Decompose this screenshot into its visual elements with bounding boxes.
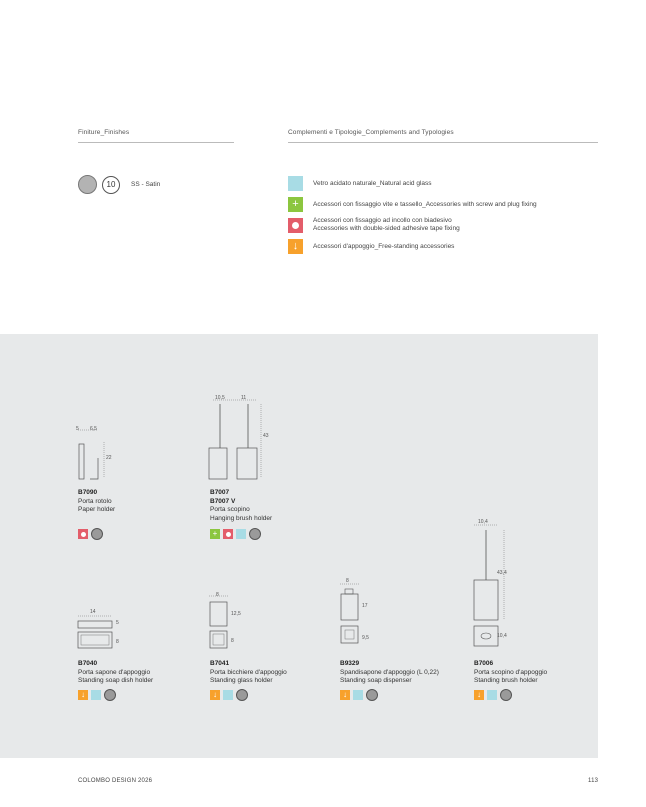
legend-label: Accessori con fissaggio vite e tassello_Accessories with screw and plug fixing (313, 201, 537, 208)
satin-swatch (78, 175, 97, 194)
product-code: B7040 (78, 660, 98, 667)
dim-label: 5 (116, 620, 119, 626)
product-icons (210, 528, 261, 540)
legend-row-glass (288, 176, 432, 191)
complements-rule (288, 142, 598, 143)
free-standing-icon: ↓ (340, 690, 350, 700)
finish-item (78, 175, 160, 194)
free-standing-icon: ↓ (78, 690, 88, 700)
product-info (210, 660, 287, 686)
glass-square-icon (353, 690, 363, 700)
product-icons (474, 689, 512, 701)
glass-square-icon (288, 176, 303, 191)
product-code-variant: B7007 V (210, 497, 236, 505)
dim-label: 8 (231, 638, 234, 644)
page-number: 113 (588, 778, 599, 784)
dim-label: 43,4 (497, 570, 507, 576)
glass-square-icon (236, 529, 246, 539)
product-name-it: Porta bicchiere d'appoggio (210, 668, 287, 676)
free-standing-icon: ↓ (288, 239, 303, 254)
satin-finish-icon (236, 689, 248, 701)
legend-row-screw (288, 197, 537, 212)
dim-label: 6,5 (90, 426, 97, 432)
legend-label: Accessori d'appoggio_Free-standing accessories (313, 243, 455, 250)
product-code: B9329 (340, 660, 360, 667)
glass-square-icon (91, 690, 101, 700)
satin-finish-icon (500, 689, 512, 701)
free-standing-icon: ↓ (210, 690, 220, 700)
standing-brush-holder-drawing (468, 520, 508, 650)
product-icons (78, 528, 103, 540)
product-name-it: Porta scopino (210, 506, 250, 513)
product-name-it: Porta sapone d'appoggio (78, 668, 151, 676)
product-name-en: Standing glass holder (210, 677, 273, 684)
dim-label: 8 (216, 592, 219, 598)
satin-finish-icon (249, 528, 261, 540)
product-name-en: Hanging brush holder (210, 514, 273, 522)
dim-label: 8 (116, 639, 119, 645)
legend-label: Accessories with double-sided adhesive tape fixing (313, 225, 460, 232)
dim-label: 11 (241, 395, 247, 401)
adhesive-icon (223, 529, 233, 539)
satin-finish-icon (104, 689, 116, 701)
product-name-en: Standing soap dish holder (78, 677, 154, 684)
glass-square-icon (223, 690, 233, 700)
dim-label: 10,4 (497, 633, 507, 639)
product-name-en: Standing soap dispenser (340, 677, 412, 684)
product-code: B7041 (210, 660, 230, 667)
satin-finish-icon (366, 689, 378, 701)
product-name-en: Paper holder (78, 506, 116, 513)
dim-label: 10,4 (478, 519, 488, 525)
finish-label: SS - Satin (131, 181, 161, 188)
product-icons (210, 689, 248, 701)
soap-dish-drawing (76, 612, 126, 652)
screw-plug-icon: + (288, 197, 303, 212)
hanging-brush-holder-drawing (205, 398, 265, 484)
product-code: B7090 (78, 489, 98, 496)
product-info (340, 660, 439, 686)
product-info (78, 660, 153, 686)
finishes-header: Finiture_Finishes (78, 129, 130, 136)
complements-header: Complementi e Tipologie_Complements and Typologies (288, 129, 454, 136)
product-name-it: Porta scopino d'appoggio (474, 668, 548, 676)
product-code: B7007 (210, 489, 230, 496)
product-info (210, 489, 272, 523)
satin-finish-icon (91, 528, 103, 540)
soap-dispenser-drawing (337, 580, 377, 652)
product-info (474, 660, 547, 686)
dim-label: 43 (263, 433, 269, 439)
adhesive-icon (78, 529, 88, 539)
footer-brand: COLOMBO DESIGN 2026 (78, 778, 153, 784)
dim-label: 17 (362, 603, 368, 609)
product-info (78, 489, 115, 515)
product-icons (340, 689, 378, 701)
dim-label: 12,5 (231, 611, 241, 617)
dim-label: 14 (90, 609, 96, 615)
product-code: B7006 (474, 660, 494, 667)
dim-label: 22 (106, 455, 112, 461)
finishes-rule (78, 142, 234, 143)
legend-row-adhesive (288, 217, 460, 233)
product-name-en: Standing brush holder (474, 677, 538, 684)
product-icons (78, 689, 116, 701)
finish-number-badge: 10 (102, 176, 120, 194)
legend-row-standing (288, 239, 454, 254)
glass-holder-drawing (206, 594, 246, 654)
legend-label: Accessori con fissaggio ad incollo con biadesivo (313, 217, 452, 224)
screw-plug-icon: + (210, 529, 220, 539)
dim-label: 9,5 (362, 635, 369, 641)
free-standing-icon: ↓ (474, 690, 484, 700)
dim-label: 10,5 (215, 395, 225, 401)
product-name-it: Porta rotolo (78, 497, 112, 505)
dim-label: 5 (76, 426, 79, 432)
dim-label: 8 (346, 578, 349, 584)
glass-square-icon (487, 690, 497, 700)
product-name-it: Spandisapone d'appoggio (L 0,22) (340, 668, 439, 676)
legend-label: Vetro acidato naturale_Natural acid glass (313, 180, 432, 187)
adhesive-icon (288, 218, 303, 233)
